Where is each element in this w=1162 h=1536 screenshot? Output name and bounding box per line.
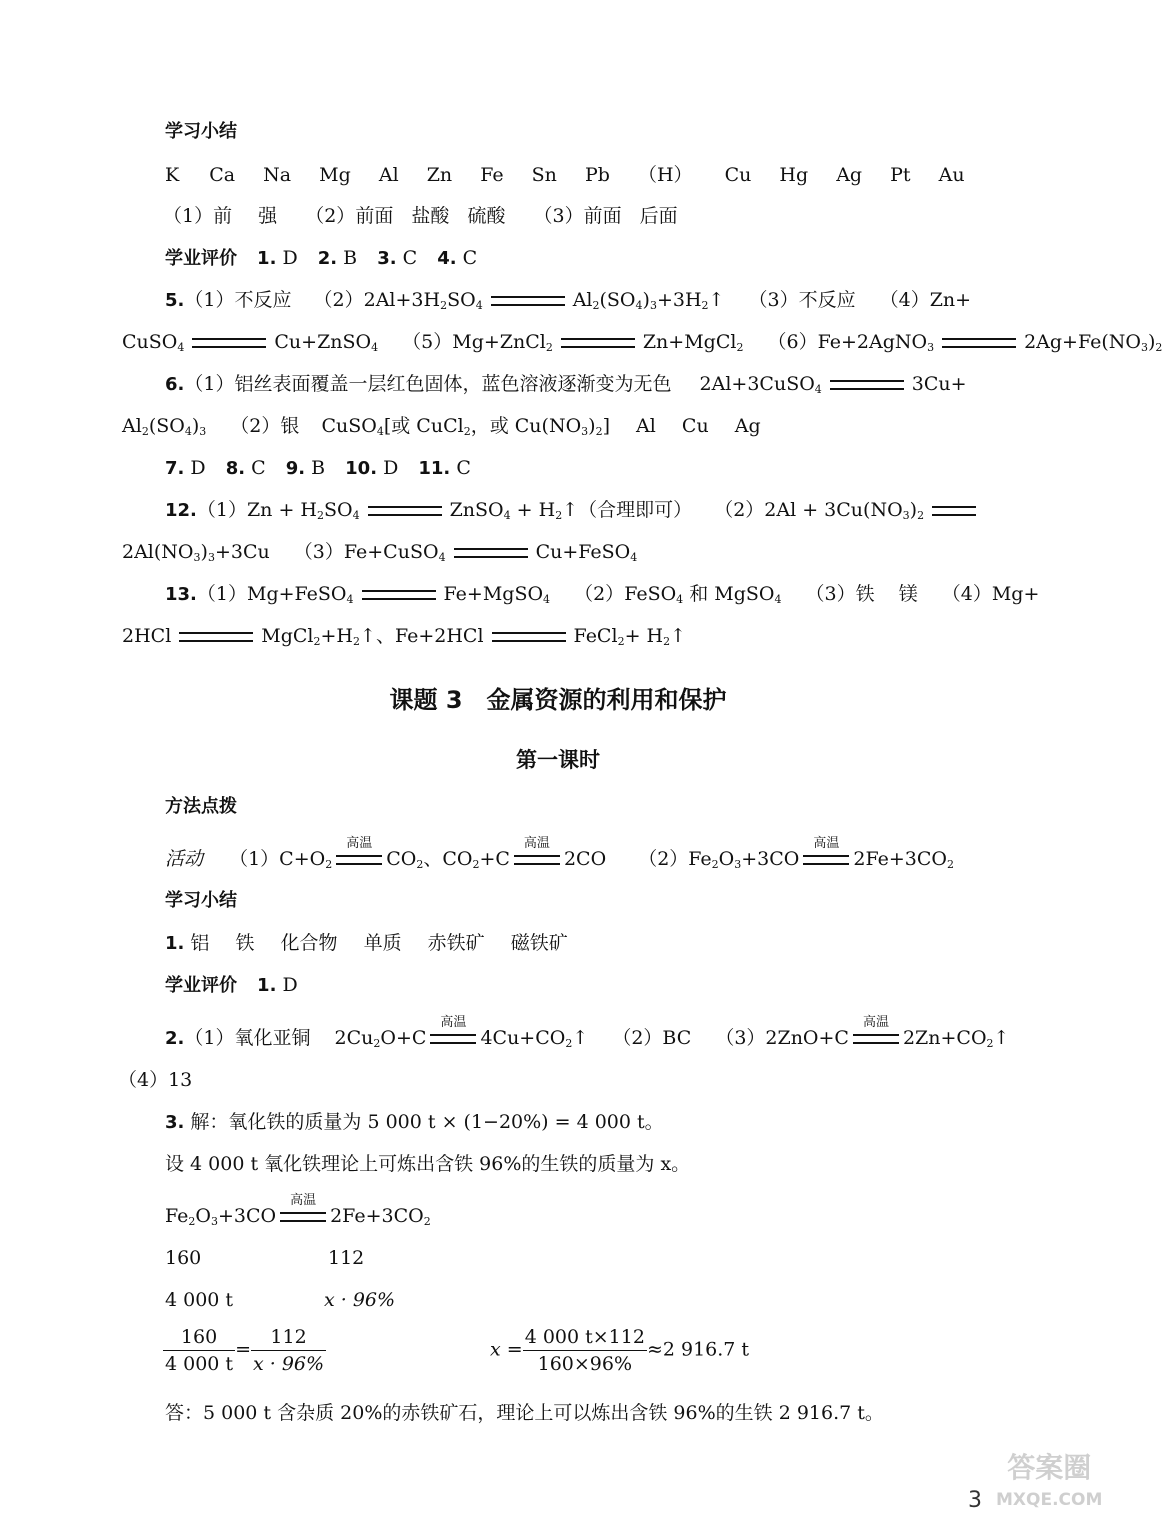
question-13-line-2: 2HCl $MgCl_2+H_2↑$、Fe+2HCl FeCl$_2$+ $H_2↑$ bbox=[122, 625, 687, 648]
q3-given-a: 4 000 t bbox=[165, 1289, 234, 1311]
equation-equals bbox=[492, 632, 566, 642]
question-12-line-2: $2Al(NO_3)_3+3Cu$ （3）Fe+CuSO$_4$ Cu+FeSO$_4$ bbox=[122, 541, 638, 564]
equation-equals bbox=[932, 506, 976, 516]
high-temp-equals: 高温 bbox=[280, 1212, 326, 1222]
summary-heading: 学习小结 bbox=[165, 121, 237, 142]
high-temp-equals: 高温 bbox=[336, 855, 382, 865]
q3-molar-masses-a: 160 bbox=[165, 1247, 202, 1269]
question-5-line-2: CuSO$_4$ Cu+ZnSO$_4$ （5）Mg+ZnCl$_2$ Zn+MgCl$_2$ （6）Fe+2AgNO$_3$ $2Ag+Fe(NO_3)_2$ bbox=[122, 331, 1162, 354]
evaluation-2-q2: 2.（1）氧化亚铜 $2Cu_2O+C$ 高温 $4Cu+CO_2↑$ （2）BC （3）2ZnO+C 高温 $2Zn+CO_2↑$ bbox=[165, 1015, 1010, 1050]
q3-reaction: $Fe_2O_3+3CO$ 高温 $2Fe+3CO_2$ bbox=[165, 1193, 431, 1228]
activity-equations: 活动 $(1)C+O_2$ 高温 $CO_2$、$CO_2+C$ 高温 2CO $(2)Fe_2O_3+3CO$ 高温 $2Fe+3CO_2$ bbox=[165, 836, 954, 871]
high-temp-equals: 高温 bbox=[430, 1034, 476, 1044]
equation-equals bbox=[368, 506, 442, 516]
equation-equals bbox=[454, 548, 528, 558]
equation-equals bbox=[179, 632, 253, 642]
high-temp-equals: 高温 bbox=[514, 855, 560, 865]
high-temp-equals: 高温 bbox=[803, 855, 849, 865]
high-temp-equals: 高温 bbox=[853, 1034, 899, 1044]
question-5-line-1: 5.（1）不反应 $(2)2Al+3H_2SO_4$ $Al_2(SO_4)_3+3H_2↑$ （3）不反应 （4）Zn+ bbox=[165, 289, 972, 312]
q3-result: x = $\frac{4 000 t\times 112}{160\times 96\%}$ ≈2 916.7 t bbox=[490, 1326, 750, 1375]
evaluation-quick-answers-2: 7. D 8. C 9. B 10. D 11. C bbox=[165, 457, 471, 479]
lesson-title: 第一课时 bbox=[516, 748, 600, 772]
q3-given-b: x · 96% bbox=[324, 1289, 396, 1311]
question-6-line-1: 6.（1）铝丝表面覆盖一层红色固体，蓝色溶液逐渐变为无色 2Al+3CuSO$_4$ 3Cu+ bbox=[165, 373, 967, 396]
summary-fill-answers: （1）前 强 （2）前面 盐酸 硫酸 （3）前面 后面 bbox=[163, 205, 678, 227]
summary-heading-2: 学习小结 bbox=[165, 890, 237, 911]
page-number: 3 bbox=[968, 1488, 982, 1513]
equation-equals bbox=[830, 380, 904, 390]
topic-title: 课题 3 金属资源的利用和保护 bbox=[389, 686, 727, 714]
evaluation-quick-answers-1: 学业评价 1. D 2. B 3. C 4. C bbox=[165, 247, 478, 269]
evaluation-2-q1: 学业评价 1. D bbox=[165, 974, 298, 996]
method-heading: 方法点拨 bbox=[165, 796, 237, 817]
equation-equals bbox=[561, 338, 635, 348]
summary-2-answers: 1. 铝 铁 化合物 单质 赤铁矿 磁铁矿 bbox=[165, 932, 568, 954]
fraction-left: $\frac{160}{4 000 t}$ bbox=[165, 1326, 234, 1375]
evaluation-2-q2-part4: （4）13 bbox=[118, 1069, 193, 1091]
question-12-line-1: $12.(1)Zn + H_2SO_4$ ZnSO$_4$ + $H_2↑$（合理即可） $(2)2Al + 3Cu(NO_3)_2$ bbox=[165, 497, 984, 524]
q3-molar-masses-b: 112 bbox=[328, 1247, 365, 1269]
question-13-line-1: 13.（1）Mg+FeSO$_4$ Fe+MgSO$_4$ （2）FeSO$_4$ 和 MgSO$_4$ （3）铁 镁 （4）Mg+ bbox=[165, 583, 1040, 606]
fraction-result: $\frac{4 000 t\times 112}{160\times 96\%}$ bbox=[524, 1326, 645, 1375]
q3-solution-line-1: 3. 解：氧化铁的质量为 5 000 t × (1−20%) = 4 000 t。 bbox=[165, 1111, 664, 1133]
equation-equals bbox=[362, 590, 436, 600]
equation-equals bbox=[192, 338, 266, 348]
q3-solution-line-2: 设 4 000 t 氧化铁理论上可炼出含铁 96%的生铁的质量为 x。 bbox=[165, 1153, 691, 1175]
question-6-line-2: $Al_2(SO_4)_3$ （2）银 CuSO$_4$[或 CuCl$_2$，或 $Cu(NO_3)_2$] Al Cu Ag bbox=[122, 415, 761, 438]
activity-series: K Ca Na Mg Al Zn Fe Sn Pb （H） Cu Hg Ag Pt Au bbox=[165, 164, 965, 186]
fraction-right: $\frac{112}{x \cdot 96\%}$ bbox=[253, 1326, 325, 1375]
q3-answer: 答：5 000 t 含杂质 20%的赤铁矿石，理论上可以炼出含铁 96%的生铁 2 916.7 t。 bbox=[165, 1402, 884, 1424]
watermark-logo: 答案圈 MXQE.COM bbox=[996, 1451, 1103, 1510]
equation-equals bbox=[942, 338, 1016, 348]
equation-equals bbox=[491, 296, 565, 306]
q3-proportion: $\frac{160}{4 000 t}$ = $\frac{112}{x \cdot 96\%}$ bbox=[165, 1326, 325, 1375]
